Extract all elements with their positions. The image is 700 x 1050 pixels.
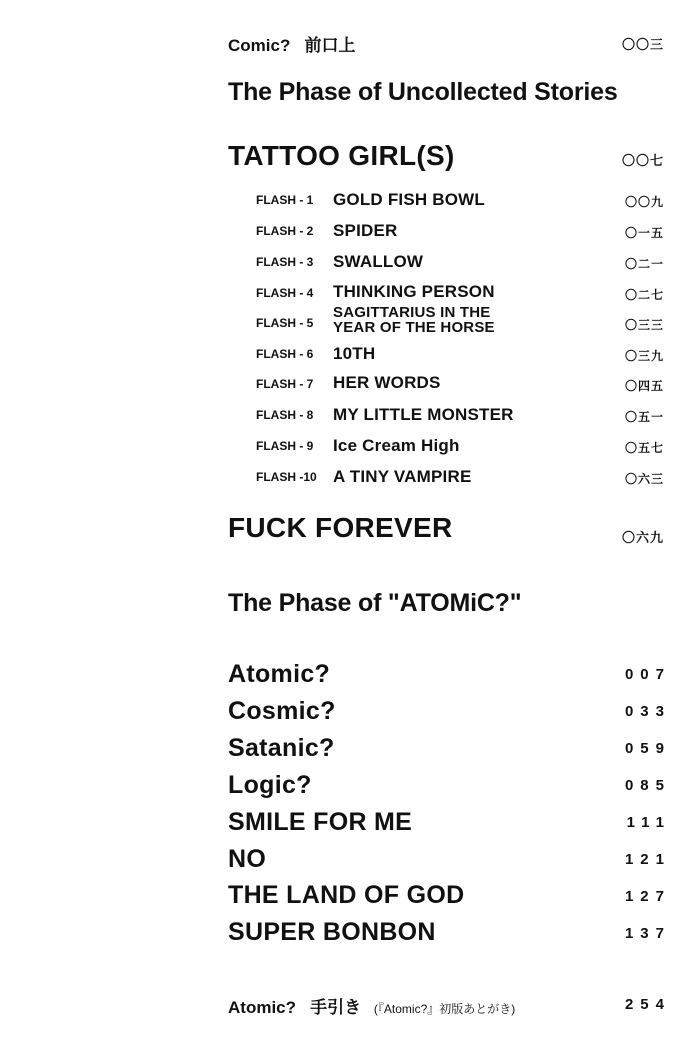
toc-page-number: 033 <box>624 703 671 720</box>
flash-page-number: 〇一五 <box>624 226 664 240</box>
flash-label: FLASH - 6 <box>256 347 314 361</box>
flash-label: FLASH - 9 <box>256 439 314 453</box>
flash-label: FLASH - 2 <box>256 224 314 238</box>
toc-page-number: 111 <box>626 814 671 831</box>
toc-page-number: 085 <box>624 777 671 794</box>
flash-label: FLASH - 1 <box>256 193 314 207</box>
story-title-tattoo-girls: TATTOO GIRL(S) <box>228 140 455 171</box>
preface-title-jp: 前口上 <box>304 36 356 55</box>
toc-page-number: 137 <box>624 925 671 942</box>
flash-title: 10TH <box>333 344 376 363</box>
afterword-note: (『Atomic?』初版あとがき) <box>373 1002 516 1016</box>
flash-title: THINKING PERSON <box>333 282 495 301</box>
flash-page-number: 〇三九 <box>624 349 664 363</box>
flash-page-number: 〇五七 <box>624 441 664 455</box>
flash-page-number: 〇四五 <box>624 379 664 393</box>
afterword-entry <box>228 993 515 1018</box>
phase-uncollected-heading: The Phase of Uncollected Stories <box>228 78 618 106</box>
phase-atomic-heading: The Phase of "ATOMiC?" <box>228 589 522 617</box>
toc-title: Logic? <box>228 771 312 799</box>
flash-label: FLASH - 8 <box>256 408 314 422</box>
afterword-title: Atomic? <box>228 998 296 1017</box>
flash-page-number: 〇二一 <box>624 257 664 271</box>
toc-page-number: 059 <box>624 740 671 757</box>
flash-title: SWALLOW <box>333 252 424 271</box>
flash-title: HER WORDS <box>333 373 441 392</box>
flash-title: A TINY VAMPIRE <box>333 467 472 486</box>
toc-title: THE LAND OF GOD <box>228 881 465 909</box>
toc-title: Satanic? <box>228 734 335 762</box>
story-page-tattoo-girls: 〇〇七 <box>621 153 664 168</box>
toc-page-number: 121 <box>624 851 671 868</box>
preface-page-number: 〇〇三 <box>621 37 664 52</box>
flash-title: GOLD FISH BOWL <box>333 190 486 209</box>
flash-label: FLASH - 5 <box>256 316 314 330</box>
story-title-fuck-forever: FUCK FOREVER <box>228 512 453 543</box>
toc-title: Cosmic? <box>228 697 336 725</box>
toc-title: Atomic? <box>228 660 331 688</box>
flash-label: FLASH - 7 <box>256 377 314 391</box>
flash-label: FLASH -10 <box>256 470 317 484</box>
toc-title: SUPER BONBON <box>228 918 436 946</box>
toc-page-number: 007 <box>624 666 671 683</box>
afterword-page-number: 254 <box>624 996 671 1013</box>
story-page-fuck-forever: 〇六九 <box>621 530 664 545</box>
flash-page-number: 〇〇九 <box>624 195 664 209</box>
flash-page-number: 〇三三 <box>624 318 664 332</box>
preface-entry <box>228 31 356 56</box>
toc-title: NO <box>228 845 267 873</box>
preface-title: Comic? <box>228 36 291 55</box>
flash-title-line2: YEAR OF THE HORSE <box>333 319 495 336</box>
flash-page-number: 〇六三 <box>624 472 664 486</box>
flash-title: MY LITTLE MONSTER <box>333 405 514 424</box>
flash-title-line1: SAGITTARIUS IN THE <box>333 304 491 321</box>
flash-label: FLASH - 4 <box>256 286 314 300</box>
toc-title: SMILE FOR ME <box>228 808 413 836</box>
flash-title: Ice Cream High <box>333 436 460 455</box>
flash-page-number: 〇五一 <box>624 410 664 424</box>
flash-page-number: 〇二七 <box>624 288 664 302</box>
flash-label: FLASH - 3 <box>256 255 314 269</box>
afterword-title-jp: 手引き <box>310 998 362 1017</box>
flash-title: SPIDER <box>333 221 398 240</box>
toc-page-number: 127 <box>624 888 671 905</box>
